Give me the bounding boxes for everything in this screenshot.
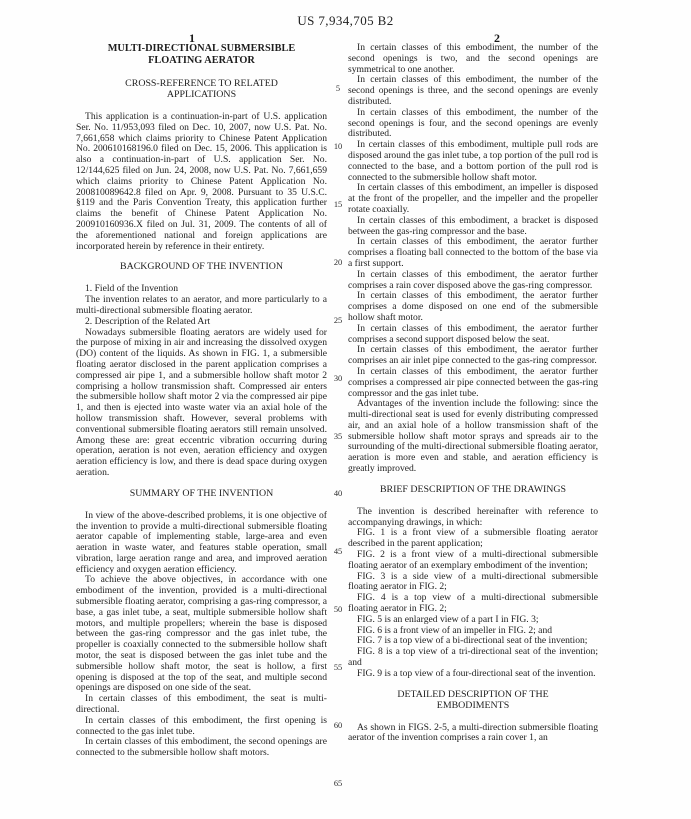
embodiment-paragraph: In certain classes of this embodiment, the aerator further comprises a second support disposed below the seat.: [348, 322, 598, 345]
line-number: 50: [333, 605, 343, 614]
line-number: 10: [333, 142, 343, 151]
line-number: 65: [333, 779, 343, 788]
invention-title: MULTI-DIRECTIONAL SUBMERSIBLE FLOATING AERATOR: [107, 43, 296, 66]
summary-heading: SUMMARY OF THE INVENTION: [129, 487, 274, 499]
embodiment-paragraph: In certain classes of this embodiment, the number of the second openings is two, and the second openings are symmetrical to one another.: [348, 42, 598, 75]
figure-description: FIG. 6 is a front view of an impeller in FIG. 2; and: [357, 624, 553, 636]
summary-paragraph: In certain classes of this embodiment, the second openings are connected to the submersible hollow shaft motors.: [76, 736, 327, 759]
figure-description: FIG. 1 is a front view of a submersible floating aerator described in the parent application;: [348, 527, 598, 550]
advantages-paragraph: Advantages of the invention include the following: since the multi-directional seat is used for evenly distributing compressed air, and an axial hole of a hollow transmission shaft of the submersible hollow shaft motor sprays and spreads air to the surrounding of the multi-directional submersible floating aerator, aeration is more even and stable, and aeration efficiency is greatly improved.: [348, 398, 598, 475]
embodiment-paragraph: In certain classes of this embodiment, the aerator further comprises a compressed air pipe connected between the gas-ring compressor and the gas inlet tube.: [348, 365, 598, 399]
embodiment-paragraph: In certain classes of this embodiment, the number of the second openings is four, and the second openings are evenly distributed.: [348, 106, 598, 140]
figure-description: FIG. 2 is a front view of a multi-directional submersible floating aerator of an exemplary embodiment of the invention;: [348, 549, 598, 571]
crossref-heading: CROSS-REFERENCE TO RELATED APPLICATIONS: [125, 78, 278, 100]
line-number: 55: [333, 663, 343, 672]
detailed-description-paragraph: As shown in FIGS. 2-5, a multi-direction submersible floating aerator of the invention comprises a rain cover 1, an: [348, 721, 598, 744]
embodiment-paragraph: In certain classes of this embodiment, an impeller is disposed at the front of the propeller, and the impeller and the propeller rotate coaxially.: [348, 182, 598, 215]
detailed-description-heading: DETAILED DESCRIPTION OF THE EMBODIMENTS: [397, 688, 549, 711]
related-art-paragraph: Nowadays submersible floating aerators are widely used for the purpose of mixing in air and increasing the dissolved oxygen (DO) content of the liquids. As shown in FIG. 1, a submersible floating aerator disclosed in the parent application comprises a compressed air pipe 1, and a submersible hollow shaft motor 2 comprising a hollow transmission shaft. Compressed air enters the submersible hollow shaft motor 2 via the compressed air pipe 1, and then is ejected into waste water via an axial hole of the hollow transmission shaft. However, several problems with conventional submersible floating aerators still remain unsolved. Among these are: great eccentric vibration occurring during operation, aeration is not even, aeration efficiency and oxygen aeration efficiency is low, and there is dead space during oxygen aeration.: [76, 326, 327, 478]
figure-description: FIG. 9 is a top view of a four-directional seat of the invention.: [357, 667, 596, 679]
background-heading: BACKGROUND OF THE INVENTION: [119, 261, 284, 273]
embodiment-paragraph: In certain classes of this embodiment, the aerator further comprises a rain cover disposed above the gas-ring compressor.: [348, 268, 598, 291]
patent-number-header: US 7,934,705 B2: [297, 13, 394, 28]
figure-description: FIG. 7 is a top view of a bi-directional seat of the invention;: [357, 635, 588, 647]
embodiment-paragraph: In certain classes of this embodiment, multiple pull rods are disposed around the gas inlet tube, a top portion of the pull rod is connected to the base, and a bottom portion of the pull rod is connected to the submersible hollow shaft motor.: [348, 139, 598, 183]
embodiment-paragraph: In certain classes of this embodiment, the aerator further comprises an air inlet pipe connected to the gas-ring compressor.: [348, 344, 598, 367]
line-number: 40: [333, 489, 343, 498]
drawings-heading: BRIEF DESCRIPTION OF THE DRAWINGS: [379, 483, 567, 495]
drawings-intro-paragraph: The invention is described hereinafter with reference to accompanying drawings, in which:: [348, 505, 598, 528]
figure-description: FIG. 4 is a top view of a multi-directional submersible floating aerator in FIG. 2;: [348, 592, 598, 615]
right-column: [348, 43, 598, 744]
column-number-right: 2: [494, 31, 500, 45]
line-number: 45: [333, 547, 343, 556]
summary-paragraph: To achieve the above objectives, in accordance with one embodiment of the invention, provided is a multi-directional submersible floating aerator, comprising a gas-ring compressor, a base, a gas inlet tube, a seat, multiple submersible hollow shaft motors, and multiple propellers; wherein the base is disposed between the gas-ring compressor and the gas inlet tube, the propeller is coaxially connected to the submersible hollow shaft motor, the seat is disposed between the gas inlet tube and the submersible hollow shaft motor, the seat is hollow, a first opening is disposed at the top of the seat, and multiple second openings are disposed on one side of the seat.: [76, 574, 327, 694]
summary-paragraph: In certain classes of this embodiment, the first opening is connected to the gas inlet tube.: [76, 714, 327, 737]
column-number-left: 1: [189, 31, 195, 45]
left-column: [76, 43, 327, 759]
field-subheading: 1. Field of the Invention: [85, 283, 178, 295]
field-paragraph: The invention relates to an aerator, and more particularly to a multi-directional submersible floating aerator.: [76, 294, 327, 316]
embodiment-paragraph: In certain classes of this embodiment, a bracket is disposed between the gas-ring compressor and the base.: [348, 214, 598, 237]
figure-description: FIG. 3 is a side view of a multi-directional submersible floating aerator in FIG. 2;: [348, 570, 598, 593]
embodiment-paragraph: In certain classes of this embodiment, the number of the second openings is three, and the second openings are evenly distributed.: [348, 74, 598, 107]
line-number: 30: [333, 374, 343, 383]
crossref-paragraph: This application is a continuation-in-part of U.S. application Ser. No. 11/953,093 filed on Dec. 10, 2007, now U.S. Pat. No. 7,661,658 which claims priority to Chinese Patent Application No. 200610168196.0 filed on Dec. 15, 2006. This application is also a continuation-in-part of U.S. application Ser. No. 12/144,625 filed on Jun. 24, 2008, now U.S. Pat. No. 7,661,659 which claims priority to Chinese Patent Application No. 200810089642.8 filed on Apr. 9, 2008. Pursuant to 35 U.S.C. §119 and the Paris Convention Treaty, this application further claims the benefit of Chinese Patent Application No. 200910160936.X filed on Jul. 31, 2009. The contents of all of the aforementioned national and foreign applications are incorporated herein by reference in their entirety.: [76, 111, 327, 252]
embodiment-paragraph: In certain classes of this embodiment, the aerator further comprises a floating ball connected to the bottom of the base via a first support.: [348, 236, 598, 269]
embodiment-paragraph: In certain classes of this embodiment, the aerator further comprises a dome disposed on one end of the submersible hollow shaft motor.: [348, 290, 598, 323]
line-number: 20: [333, 258, 343, 267]
related-art-subheading: 2. Description of the Related Art: [85, 315, 211, 327]
figure-description: FIG. 8 is a top view of a tri-directional seat of the invention; and: [348, 646, 598, 669]
summary-paragraph: In certain classes of this embodiment, the seat is multi-directional.: [76, 693, 327, 716]
line-number: 25: [333, 316, 343, 325]
line-number: 5: [335, 84, 341, 93]
line-number: 60: [333, 721, 343, 730]
line-number: 15: [333, 200, 343, 209]
figure-description: FIG. 5 is an enlarged view of a part I in FIG. 3;: [357, 613, 539, 625]
line-number: 35: [333, 432, 343, 441]
summary-paragraph: In view of the above-described problems, it is one objective of the invention to provide a multi-directional submersible floating aerator capable of implementing stable, large-area and even aeration in waste water, and features stable operation, small vibration, large aeration range and area, and improved aeration efficiency and oxygen aeration efficiency.: [76, 509, 327, 575]
